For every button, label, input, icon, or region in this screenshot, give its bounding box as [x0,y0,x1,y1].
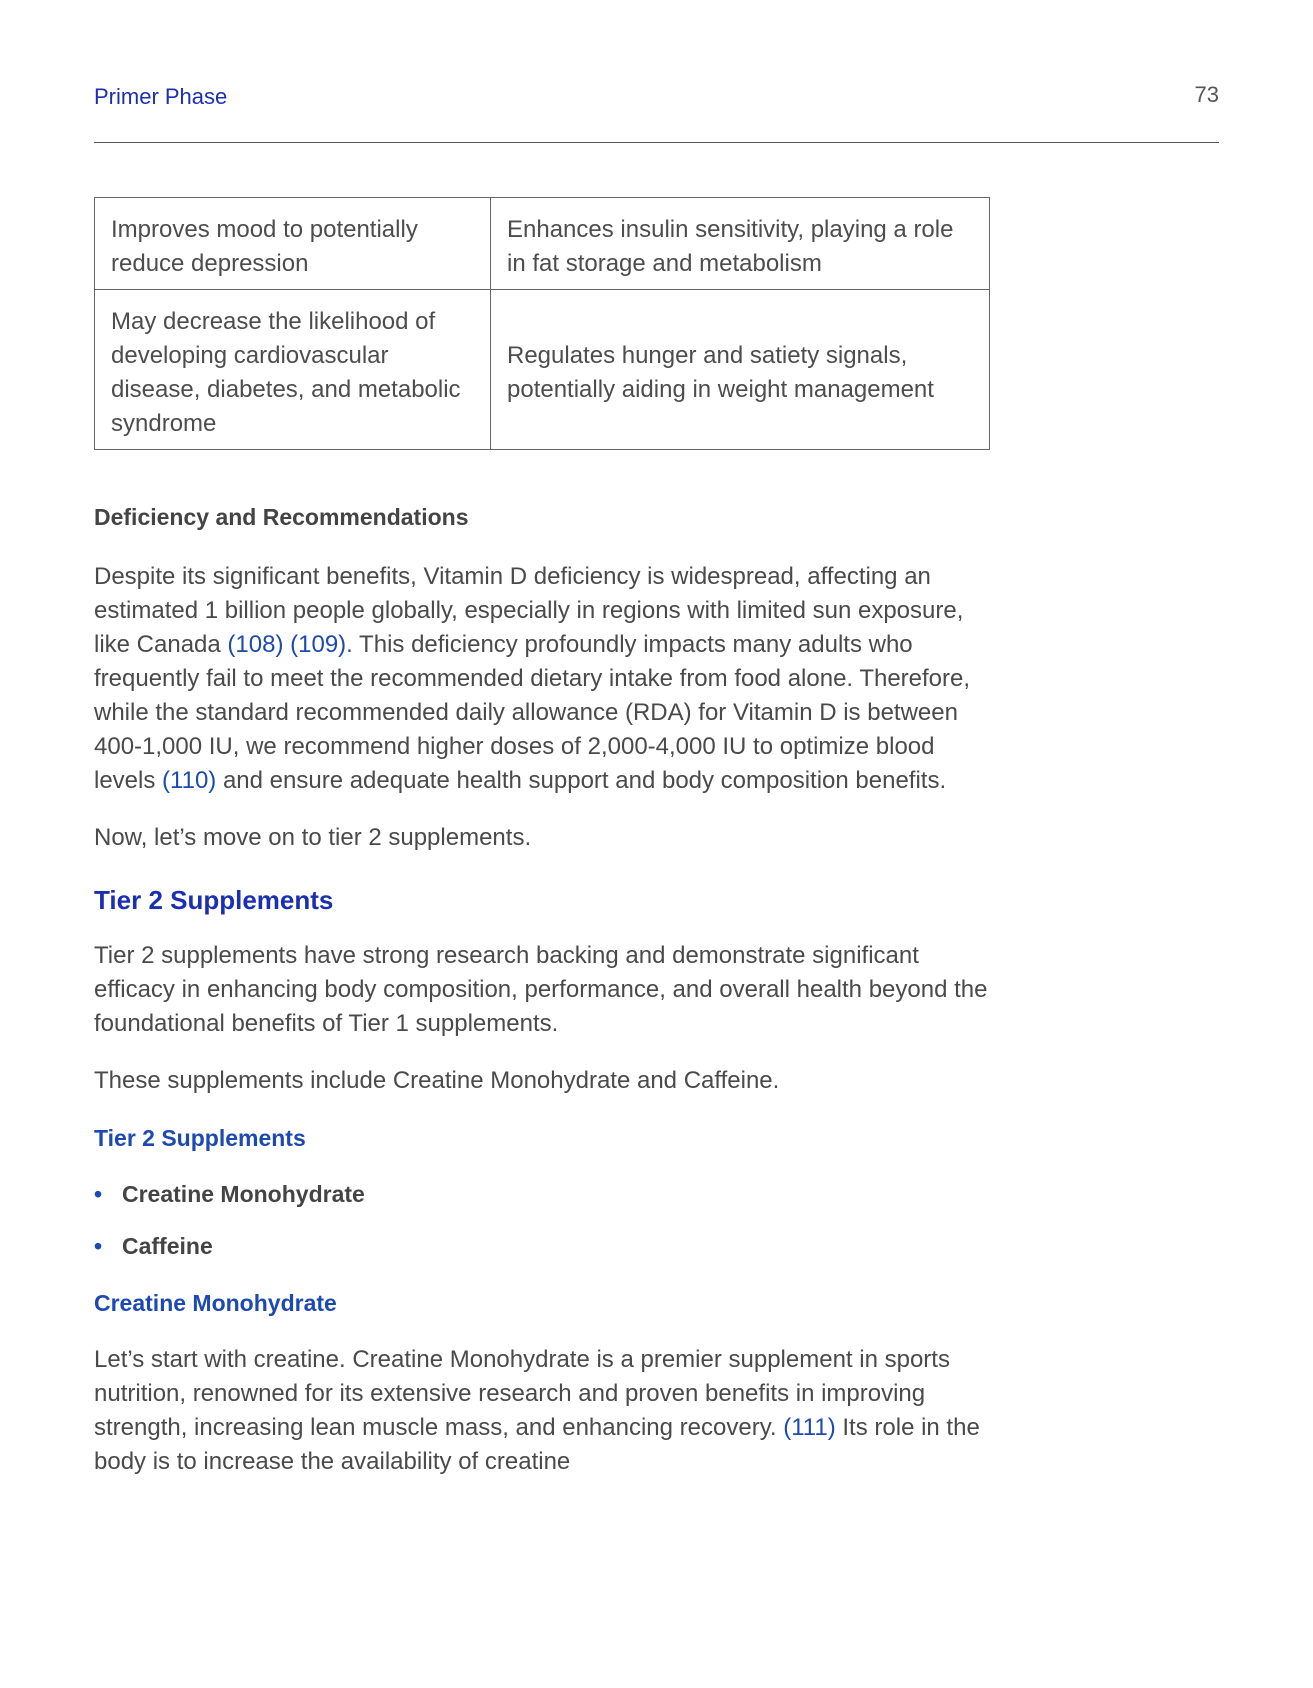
tier2-intro-paragraph: Tier 2 supplements have strong research backing and demonstrate significant efficacy in enhancing body composition, performance, and overall health beyond the foundational benefits of Tier 1 supplements. [94,942,988,1037]
main-content [94,500,994,1479]
benefits-table [94,197,990,450]
table-cell: Improves mood to potentially reduce depression [95,198,491,290]
tier2-list [94,1177,994,1263]
citation-link[interactable]: (109) [290,631,347,658]
table-cell: Regulates hunger and satiety signals, potentially aiding in weight management [491,290,990,450]
text-run: and ensure adequate health support and body composition benefits. [216,767,947,794]
text-run: . This deficiency profoundly impacts many adults who frequently fail to meet the recommended dietary intake from food alone. Therefore, while the standard recommended daily allowance (RDA) for Vitamin D is between 400-1,000 IU, we recommend higher doses of 2,000-4,000 IU to optimize blood levels [94,631,971,794]
citation-link[interactable]: (111) [783,1414,836,1441]
citation-link[interactable]: (108) [227,631,284,658]
citation-link[interactable]: (110) [162,767,217,794]
table-cell: Enhances insulin sensitivity, playing a role in fat storage and metabolism [491,198,990,290]
deficiency-heading: Deficiency and Recommendations [94,504,469,530]
list-item [94,1229,994,1263]
bullet-icon: • [94,1233,103,1259]
section-title: Primer Phase [94,84,228,109]
text-run: Let’s start with creatine. Creatine Monohydrate is a premier supplement in sports nutrition, renowned for its extensive research and proven benefits in improving strength, increasing lean muscle mass, and enhancing recovery. [94,1346,950,1441]
page-header [94,80,1219,143]
tier2-includes-paragraph: These supplements include Creatine Monohydrate and Caffeine. [94,1067,780,1094]
list-item-label: Caffeine [122,1233,213,1259]
deficiency-paragraph [94,560,994,798]
transition-paragraph: Now, let’s move on to tier 2 supplements. [94,824,532,851]
table-cell: May decrease the likelihood of developing cardiovascular disease, diabetes, and metabolic syndrome [95,290,491,450]
table-row [95,290,990,450]
tier2-heading: Tier 2 Supplements [94,885,334,915]
list-item [94,1177,994,1211]
text-run: Its role in the body is to increase the availability of creatine [94,1414,980,1475]
page-number: 73 [1194,82,1219,107]
creatine-paragraph [94,1343,994,1479]
list-item-label: Creatine Monohydrate [122,1181,365,1207]
creatine-heading: Creatine Monohydrate [94,1290,337,1316]
tier2-list-heading: Tier 2 Supplements [94,1125,306,1151]
table-row [95,198,990,290]
text-run: Despite its significant benefits, Vitamin D deficiency is widespread, affecting an estimated 1 billion people globally, especially in regions with limited sun exposure, like Canada [94,563,964,658]
bullet-icon: • [94,1181,103,1207]
